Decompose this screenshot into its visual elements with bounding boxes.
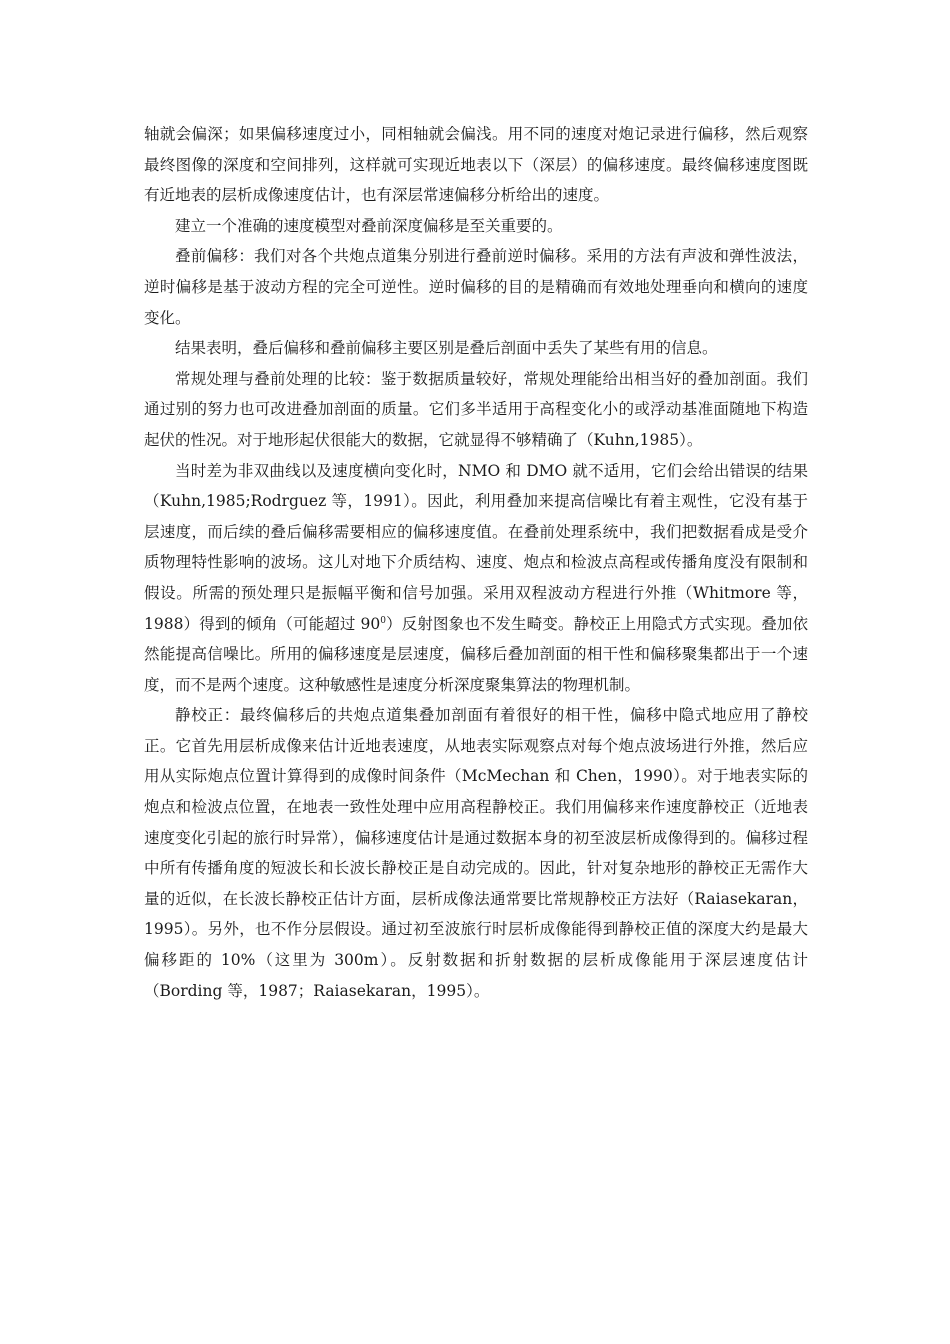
- paragraph-processing-comparison: 常规处理与叠前处理的比较：鉴于数据质量较好，常规处理能给出相当好的叠加剖面。我们通过别的努力也可改进叠加剖面的质量。它们多半适用于高程变化小的或浮动基准面随地下构造起伏的性况。对于地形起伏很能大的数据，它就显得不够精确了（Kuhn,1985）。: [144, 369, 808, 449]
- paragraph-nmo-dmo-text-before: 当时差为非双曲线以及速度横向变化时，NMO 和 DMO 就不适用，它们会给出错误的结果（Kuhn,1985;Rodrguez 等，1991）。因此，利用叠加来提高信噪比有着主观性，它没有基于层速度，而后续的叠后偏移需要相应的偏移速度值。在叠前处理系统中，我们把数据看成是受介质物理特性影响的波场。这儿对地下介质结构、速度、炮点和检波点高程或传播角度没有限制和假设。所需的预处理只是振幅平衡和信号加强。采用双程波动方程进行外推（Whitmore 等，1988）得到的倾角（可能超过 90: [144, 461, 808, 633]
- degree-superscript: 0: [380, 615, 387, 626]
- paragraph-nmo-dmo-text-after: ）反射图象也不发生畸变。静校正上用隐式方式实现。叠加依然能提高信噪比。所用的偏移速度是层速度，偏移后叠加剖面的相干性和偏移聚集都出于一个速度，而不是两个速度。这种敏感性是速度分析深度聚集算法的物理机制。: [144, 614, 808, 694]
- paragraph-velocity-model: 建立一个准确的速度模型对叠前深度偏移是至关重要的。: [175, 216, 563, 235]
- paragraph-static-correction: 静校正：最终偏移后的共炮点道集叠加剖面有着很好的相干性，偏移中隐式地应用了静校正。它首先用层析成像来估计近地表速度，从地表实际观察点对每个炮点波场进行外推，然后应用从实际炮点位置计算得到的成像时间条件（McMechan 和 Chen，1990）。对于地表实际的炮点和检波点位置，在地表一致性处理中应用高程静校正。我们用偏移来作速度静校正（近地表速度变化引起的旅行时异常），偏移速度估计是通过数据本身的初至波层析成像得到的。偏移过程中所有传播角度的短波长和长波长静校正是自动完成的。因此，针对复杂地形的静校正无需作大量的近似，在长波长静校正估计方面，层析成像法通常要比常规静校正方法好（Raiasekaran，1995）。另外，也不作分层假设。通过初至波旅行时层析成像能得到静校正值的深度大约是最大偏移距的 10%（这里为 300m）。反射数据和折射数据的层析成像能用于深层速度估计（Bording 等，1987；Raiasekaran，1995）。: [144, 706, 808, 1000]
- document-page: [144, 119, 808, 1006]
- paragraph-velocity-continuation: 轴就会偏深；如果偏移速度过小，同相轴就会偏浅。用不同的速度对炮记录进行偏移，然后观察最终图像的深度和空间排列，这样就可实现近地表以下（深层）的偏移速度。最终偏移速度图既有近地表的层析成像速度估计，也有深层常速偏移分析给出的速度。: [144, 125, 808, 205]
- paragraph-results: 结果表明，叠后偏移和叠前偏移主要区别是叠后剖面中丢失了某些有用的信息。: [175, 339, 718, 358]
- paragraph-nmo-dmo: [144, 456, 808, 701]
- paragraph-prestack-migration: 叠前偏移：我们对各个共炮点道集分别进行叠前逆时偏移。采用的方法有声波和弹性波法，逆时偏移是基于波动方程的完全可逆性。逆时偏移的目的是精确而有效地处理垂向和横向的速度变化。: [144, 247, 808, 327]
